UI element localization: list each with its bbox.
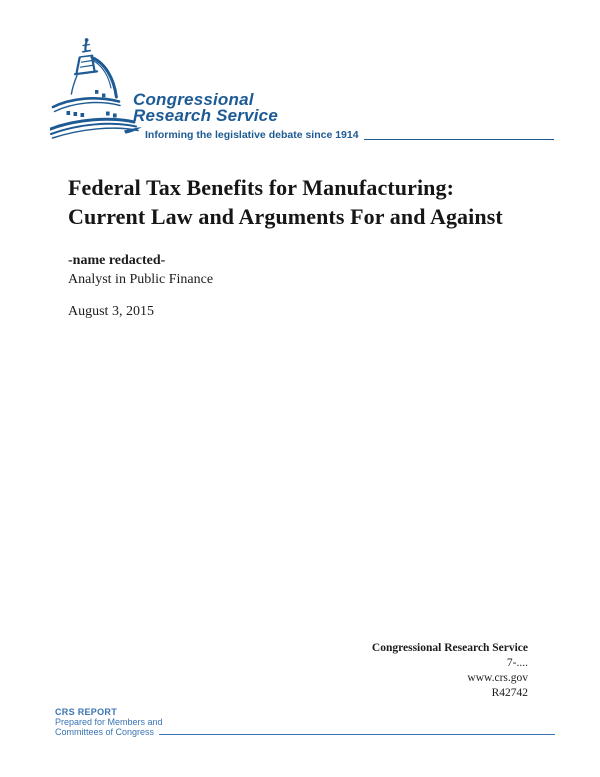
crs-wordmark (133, 92, 278, 123)
report-title-line2: Current Law and Arguments For and Against (68, 204, 503, 229)
footer-block (55, 707, 555, 737)
publication-block (372, 641, 528, 701)
footer-line1: Prepared for Members and (55, 717, 163, 727)
header-rule (364, 139, 554, 140)
crs-tagline-row (145, 129, 554, 141)
author-role: Analyst in Public Finance (68, 272, 214, 287)
report-date: August 3, 2015 (68, 304, 154, 319)
footer-rule (159, 734, 555, 735)
footer-line2: Committees of Congress (55, 727, 155, 737)
publication-phone: 7-.... (506, 657, 528, 669)
report-title-line1: Federal Tax Benefits for Manufacturing: (68, 175, 455, 200)
report-title (68, 173, 568, 231)
author-name: -name redacted- (68, 253, 166, 268)
publication-website: www.crs.gov (467, 672, 528, 684)
crs-wordmark-line2: Research Service (133, 105, 278, 125)
author-block (68, 251, 213, 321)
publication-org: Congressional Research Service (371, 642, 528, 654)
crs-wordmark-line1: Congressional (133, 90, 254, 109)
footer-line2-row (55, 727, 555, 737)
footer-label: CRS REPORT (55, 707, 118, 717)
report-number: R42742 (491, 687, 528, 699)
crs-tagline: Informing the legislative debate since 1914 (145, 129, 359, 141)
